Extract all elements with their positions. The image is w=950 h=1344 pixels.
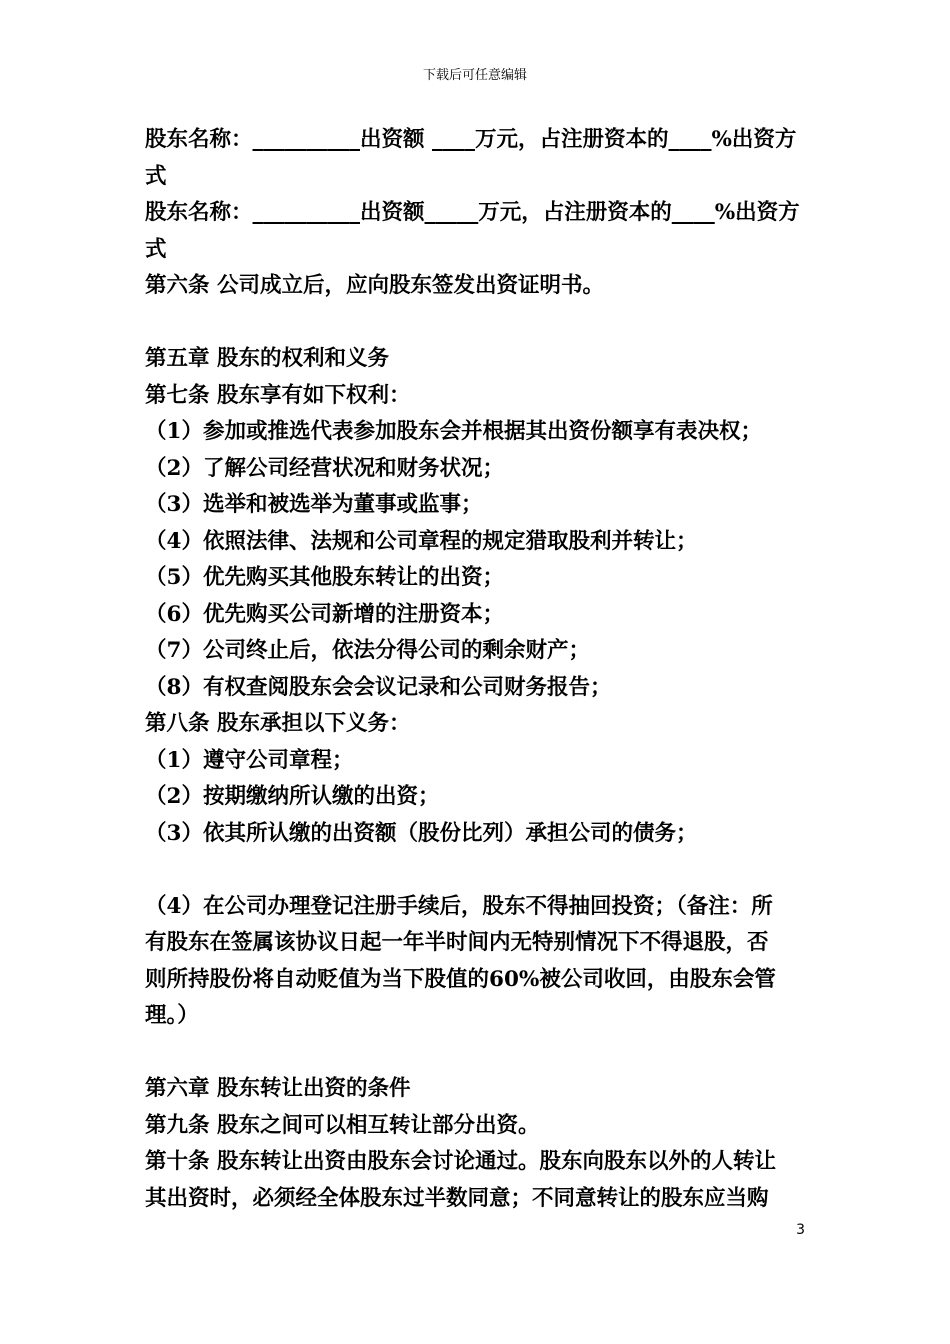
text-line: 有股东在签属该协议日起一年半时间内无特别情况下不得退股，否 bbox=[145, 930, 769, 955]
text-line: 其出资时，必须经全体股东过半数同意；不同意转让的股东应当购 bbox=[145, 1185, 769, 1211]
text-line: 式 bbox=[145, 236, 167, 262]
text-line: 则所持股份将自动贬值为当下股值的60%被公司收回，由股东会管 bbox=[145, 966, 776, 992]
list-item: （7）公司终止后，依法分得公司的剩余财产； bbox=[145, 638, 590, 663]
text-line: 股东名称：__________出资额 ____万元，占注册资本的____%出资方 bbox=[145, 127, 797, 152]
text-line: 股东名称：__________出资额_____万元，占注册资本的____%出资方 bbox=[145, 200, 800, 225]
text-line: 第八条 股东承担以下义务： bbox=[145, 711, 411, 736]
text-line: 式 bbox=[145, 163, 167, 189]
text-line: 第十条 股东转让出资由股东会讨论通过。股东向股东以外的人转让 bbox=[145, 1149, 776, 1174]
chapter-heading: 第五章 股东的权利和义务 bbox=[145, 346, 389, 371]
list-item: （2）按期缴纳所认缴的出资； bbox=[145, 784, 440, 809]
blank-line bbox=[145, 852, 810, 889]
text-line: 理。） bbox=[145, 1003, 199, 1028]
blank-line bbox=[145, 305, 810, 342]
list-item: （3）依其所认缴的出资额（股份比列）承担公司的债务； bbox=[145, 820, 698, 846]
list-item: （1）遵守公司章程； bbox=[145, 747, 354, 773]
blank-line bbox=[145, 1035, 810, 1072]
list-item: （6）优先购买公司新增的注册资本； bbox=[145, 601, 504, 627]
list-item: （4）依照法律、法规和公司章程的规定猎取股利并转让； bbox=[145, 528, 698, 554]
list-item: （3）选举和被选举为董事或监事； bbox=[145, 492, 483, 517]
document-body bbox=[145, 122, 810, 1217]
page-number: 3 bbox=[796, 1222, 805, 1238]
list-item: （4）在公司办理登记注册手续后，股东不得抽回投资；（备注：所 bbox=[145, 893, 773, 919]
text-line: 第九条 股东之间可以相互转让部分出资。 bbox=[145, 1112, 540, 1138]
list-item: （1）参加或推选代表参加股东会并根据其出资份额享有表决权； bbox=[145, 419, 762, 444]
page-header: 下载后可任意编辑 bbox=[422, 68, 527, 83]
chapter-heading: 第六章 股东转让出资的条件 bbox=[145, 1076, 411, 1101]
list-item: （2）了解公司经营状况和财务状况； bbox=[145, 455, 504, 481]
list-item: （5）优先购买其他股东转让的出资； bbox=[145, 565, 504, 590]
list-item: （8）有权查阅股东会会议记录和公司财务报告； bbox=[145, 674, 612, 700]
text-line: 第六条 公司成立后，应向股东签发出资证明书。 bbox=[145, 273, 604, 298]
text-line: 第七条 股东享有如下权利： bbox=[145, 382, 411, 408]
